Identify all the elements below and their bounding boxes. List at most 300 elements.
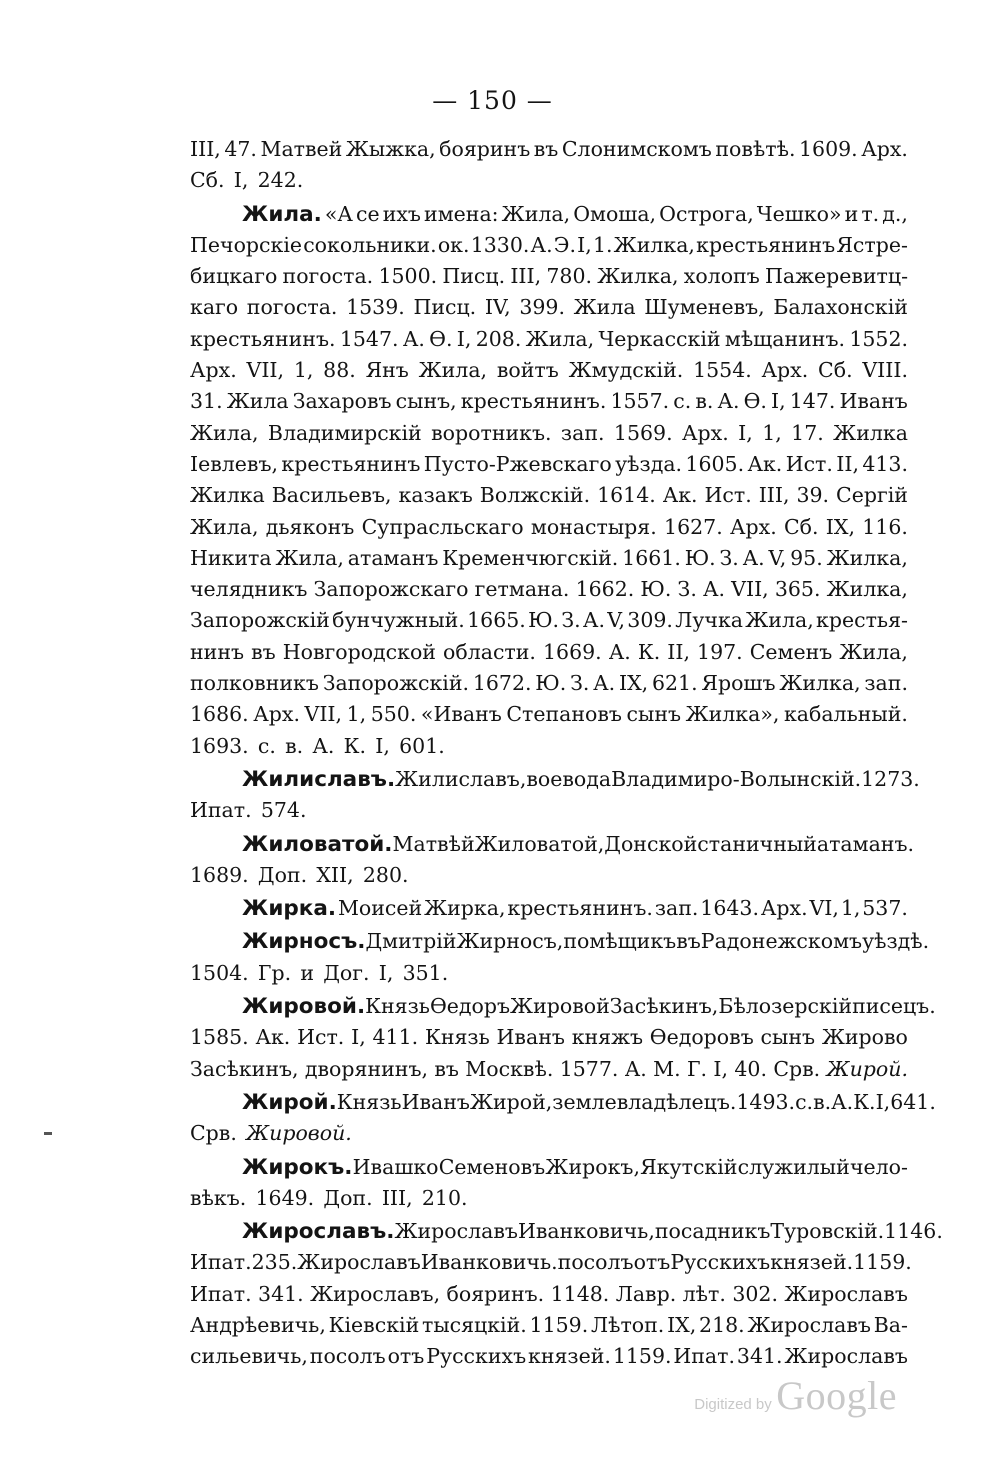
word: Новгородской xyxy=(282,639,436,664)
word: Слонимскомъ xyxy=(561,137,712,161)
dictionary-entry xyxy=(190,829,915,892)
text-line xyxy=(190,1087,936,1118)
word: Семенъ xyxy=(749,639,833,664)
word: крестьянинъ. xyxy=(507,896,653,921)
text-line xyxy=(190,764,920,795)
word: лѣт. xyxy=(682,1281,726,1306)
word: 550. xyxy=(370,702,417,727)
text-line xyxy=(190,1247,912,1278)
word: Русскихъ xyxy=(670,1250,771,1275)
word: въ xyxy=(676,929,701,954)
word: М. xyxy=(653,1056,681,1081)
word: въ xyxy=(434,1056,459,1081)
word: Жирка, xyxy=(424,896,506,921)
word: IX, xyxy=(667,1312,697,1337)
word: Матвей xyxy=(260,137,343,161)
word: Лучка xyxy=(675,608,743,633)
text-line xyxy=(190,958,908,989)
word: станичный xyxy=(697,831,817,856)
word: Жила, xyxy=(275,545,344,570)
word: Ипат. xyxy=(190,798,252,823)
word: Арх. xyxy=(729,514,777,539)
entry-headword: Жилиславъ. xyxy=(242,766,396,792)
word: 1146. xyxy=(884,1219,943,1244)
word: посолъ xyxy=(309,1344,386,1369)
word: Чешко» xyxy=(756,201,842,226)
word: 341. xyxy=(736,1344,783,1369)
word: Иванъ xyxy=(839,389,908,414)
word: Ѳ. xyxy=(429,326,453,351)
word: Ю. xyxy=(535,671,567,696)
word: 1661. xyxy=(622,545,681,570)
word: крестьянинъ xyxy=(281,451,421,476)
text-line xyxy=(190,829,915,860)
dictionary-entry xyxy=(190,1087,936,1150)
word: Доп. xyxy=(323,1185,373,1210)
word: Арх. xyxy=(861,137,908,161)
word: Гр. xyxy=(257,960,292,985)
word: Ивашко xyxy=(352,1154,439,1179)
word: Иванъ xyxy=(401,1089,470,1114)
word: Якутскій xyxy=(640,1154,738,1179)
word: А. xyxy=(831,1089,854,1114)
word: нинъ xyxy=(190,639,245,664)
word: 780. xyxy=(546,264,593,289)
word: 197. xyxy=(697,639,743,664)
word: 341. xyxy=(258,1281,304,1306)
word: Дог. xyxy=(323,960,370,985)
word: А. xyxy=(742,545,765,570)
word: Владимиро-Волынскій. xyxy=(611,766,862,791)
word: каго xyxy=(190,295,239,320)
word: Захаровъ xyxy=(292,389,392,414)
word: Жила, xyxy=(190,514,259,539)
word: бунчужный. xyxy=(332,608,465,633)
word: 1539. xyxy=(346,295,405,320)
word: I, xyxy=(233,168,249,193)
word: Жилка xyxy=(190,483,265,508)
word: въ xyxy=(251,639,276,664)
word: с. xyxy=(257,733,276,758)
text-line xyxy=(190,1022,908,1053)
word: 1148. xyxy=(550,1281,610,1306)
word: ок. xyxy=(437,232,470,257)
text-line xyxy=(190,1341,908,1372)
text-line xyxy=(190,605,908,636)
word: Жирославъ xyxy=(784,1281,908,1306)
word: I, xyxy=(738,420,753,445)
word: 1159. xyxy=(612,1344,672,1369)
text-line xyxy=(190,543,908,574)
word: Ак. xyxy=(255,1025,291,1050)
word: «А xyxy=(324,201,353,226)
word: бицкаго xyxy=(190,264,278,289)
watermark-brand: Google xyxy=(776,1373,897,1418)
word: войтъ xyxy=(496,358,559,383)
word: крестьянинъ xyxy=(696,232,836,257)
word: Арх. xyxy=(190,358,237,383)
word: отъ xyxy=(633,1250,671,1275)
word: Янъ xyxy=(365,358,409,383)
word: Черкасскій xyxy=(598,326,721,351)
word: Жилка, xyxy=(779,671,861,696)
word: IV, xyxy=(484,295,511,320)
word: А. xyxy=(624,1056,647,1081)
word: Ярошъ xyxy=(701,671,776,696)
text-line xyxy=(190,1183,908,1214)
word: се xyxy=(356,201,380,226)
word: атаманъ. xyxy=(816,831,915,856)
word: 309. xyxy=(627,608,673,633)
word: сынъ xyxy=(626,702,682,727)
word: уѣздѣ. xyxy=(862,929,930,954)
word: Арх. xyxy=(761,358,809,383)
word: крестья- xyxy=(816,608,908,633)
word: сокольники. xyxy=(303,232,437,257)
cross-reference: Жирой. xyxy=(826,1056,908,1081)
word: Жиловатой, xyxy=(474,831,605,856)
word: 1665. xyxy=(467,608,526,633)
word: V, xyxy=(768,545,787,570)
word: Жила xyxy=(573,295,636,320)
word: 574. xyxy=(260,798,307,823)
word: Иванковичь, xyxy=(517,1219,655,1244)
word: Ю. xyxy=(684,545,716,570)
word: 1693. xyxy=(190,733,249,758)
word: дьяконъ xyxy=(265,514,355,539)
text-line xyxy=(190,699,908,730)
word: 641. xyxy=(890,1089,936,1114)
word: д., xyxy=(882,201,908,226)
word: Засѣкинъ, xyxy=(190,1056,299,1081)
word: К. xyxy=(637,639,661,664)
word: Жила, xyxy=(418,358,488,383)
word: зап. xyxy=(654,896,699,921)
word: Жилиславъ, xyxy=(395,766,527,791)
word: 537. xyxy=(862,896,908,921)
word: I, xyxy=(577,232,592,257)
word: Жила, xyxy=(190,420,259,445)
text-line xyxy=(190,1216,943,1247)
word: крестьянинъ. xyxy=(460,389,607,414)
word: 1605. xyxy=(685,451,745,476)
word: чело- xyxy=(849,1154,908,1179)
word: 1330. xyxy=(470,232,530,257)
word: VIII. xyxy=(862,358,908,383)
word: Ист. xyxy=(704,483,752,508)
word: Иванъ xyxy=(496,1025,565,1050)
word: Никита xyxy=(190,545,272,570)
word: IX, xyxy=(618,671,649,696)
word: Ястре- xyxy=(836,232,908,257)
word: 1569. xyxy=(613,420,673,445)
word: А. xyxy=(593,671,616,696)
word: 1159. xyxy=(853,1250,912,1275)
word: 621. xyxy=(651,671,698,696)
word: князей. xyxy=(770,1250,854,1275)
word: Ипат. xyxy=(190,1250,252,1275)
word: Пажеревитц- xyxy=(765,264,908,289)
word: княжъ xyxy=(571,1025,643,1050)
word: 1627. xyxy=(664,514,723,539)
word: Сб. xyxy=(818,358,853,383)
word: Запорожскій xyxy=(190,608,330,633)
word: Жила xyxy=(226,389,289,414)
word: бояринъ xyxy=(439,137,531,161)
word: 95. xyxy=(790,545,823,570)
word: холопъ xyxy=(683,264,760,289)
text-line xyxy=(190,1279,908,1310)
word: монастыря. xyxy=(530,514,657,539)
word: А. xyxy=(402,326,425,351)
word: 147. xyxy=(789,389,836,414)
word: II, xyxy=(667,639,690,664)
text-line xyxy=(190,795,908,826)
word: Пусто-Ржевскаго xyxy=(423,451,612,476)
word: Моисей xyxy=(337,896,423,921)
word: кабальный. xyxy=(783,702,908,727)
word: А. xyxy=(702,577,726,602)
word: 17. xyxy=(791,420,824,445)
word: 1585. xyxy=(190,1025,249,1050)
word: Ѳедоръ xyxy=(429,994,511,1019)
text-line xyxy=(190,199,908,230)
word: в. xyxy=(285,733,304,758)
word: 1. xyxy=(592,232,613,257)
word: 1672. xyxy=(472,671,532,696)
word: Жирославъ, xyxy=(310,1281,441,1306)
text-line xyxy=(190,1118,908,1149)
word: 1662. xyxy=(575,577,635,602)
text-line xyxy=(190,449,908,480)
word: с. xyxy=(673,389,692,414)
word: повѣтѣ. xyxy=(715,137,796,161)
word: сынъ xyxy=(760,1025,816,1050)
text-line xyxy=(190,731,908,762)
dictionary-entry xyxy=(190,893,908,924)
word: 1, xyxy=(346,702,367,727)
word: 235. xyxy=(251,1250,298,1275)
word: Жирносъ, xyxy=(456,929,564,954)
word: 351. xyxy=(402,960,449,985)
word: Засѣкинъ, xyxy=(609,994,719,1019)
dictionary-entry xyxy=(190,1152,908,1215)
dictionary-entry xyxy=(190,1216,943,1372)
entry-headword: Жирой. xyxy=(242,1089,337,1115)
word: посолъ xyxy=(557,1250,634,1275)
word: V, xyxy=(607,608,625,633)
word: Жирославъ xyxy=(747,1312,871,1337)
entry-headword: Жирка. xyxy=(242,896,337,922)
word: 1609. xyxy=(799,137,858,161)
word: 1686. xyxy=(190,702,249,727)
word: 1500. xyxy=(378,264,438,289)
word: 1159. xyxy=(529,1312,589,1337)
word: 1557. xyxy=(610,389,670,414)
watermark-prefix: Digitized by xyxy=(694,1396,772,1413)
word: Сб. xyxy=(190,168,225,193)
word: Жмудскій. xyxy=(568,358,684,383)
text-line xyxy=(190,637,908,668)
word: Жилка xyxy=(833,420,908,445)
text-line xyxy=(190,324,908,355)
word: Сб. xyxy=(783,514,819,539)
word: Жила, xyxy=(501,201,571,226)
word: Срв. xyxy=(190,1121,237,1146)
word: Жирово xyxy=(821,1025,908,1050)
word: 1552. xyxy=(849,326,908,351)
entry-headword: Жирносъ. xyxy=(242,929,366,955)
word: крестьянинъ. xyxy=(190,326,336,351)
word: атаманъ xyxy=(347,545,439,570)
word: 1649. xyxy=(255,1185,315,1210)
word: Запорожскаго xyxy=(313,577,469,602)
word: 1669. xyxy=(543,639,602,664)
word: 1273. xyxy=(861,766,920,791)
word: погоста. xyxy=(282,264,374,289)
dictionary-text xyxy=(190,134,943,1375)
word: 411. xyxy=(372,1025,419,1050)
dictionary-entry xyxy=(190,199,908,762)
text-line xyxy=(190,418,908,449)
word: Сергій xyxy=(836,483,908,508)
word: сильевичь, xyxy=(190,1344,308,1369)
word: Ѳедоровъ xyxy=(649,1025,754,1050)
word: I, xyxy=(875,1089,891,1114)
word: мѣщанинъ. xyxy=(724,326,846,351)
word: III, xyxy=(510,264,542,289)
word: 365. xyxy=(774,577,821,602)
word: Ва- xyxy=(873,1312,908,1337)
word: III, xyxy=(758,483,790,508)
word: Васильевъ, xyxy=(271,483,392,508)
word: посадникъ xyxy=(654,1219,771,1244)
word: Арх. xyxy=(760,896,808,921)
word: Арх. xyxy=(682,420,729,445)
digitized-watermark xyxy=(694,1372,897,1419)
text-line xyxy=(190,574,908,605)
word: Матвѣй xyxy=(392,831,475,856)
word: Жилка, xyxy=(613,232,695,257)
word: 31. xyxy=(190,389,223,414)
dictionary-entry xyxy=(190,764,920,827)
word: 1547. xyxy=(339,326,399,351)
word: VII, xyxy=(731,577,769,602)
word: 302. xyxy=(732,1281,778,1306)
word: Запорожскій. xyxy=(322,671,470,696)
word: Князь xyxy=(424,1025,490,1050)
word: Жила, xyxy=(525,326,595,351)
word: Владимирскій xyxy=(267,420,422,445)
word: бояринъ. xyxy=(446,1281,545,1306)
word: Ипат. xyxy=(673,1344,736,1369)
word: Ист. xyxy=(785,451,833,476)
word: тысяцкій. xyxy=(421,1312,527,1337)
word: Э. xyxy=(553,232,576,257)
word: I, xyxy=(456,326,472,351)
word: Ю. xyxy=(528,608,560,633)
word: челядникъ xyxy=(190,577,308,602)
word: 280. xyxy=(362,862,409,887)
word: Радонежскомъ xyxy=(700,929,863,954)
word: 1, xyxy=(840,896,861,921)
text-line xyxy=(190,1152,908,1183)
word: Туровскій. xyxy=(770,1219,885,1244)
word: А. xyxy=(312,733,335,758)
word: Лавр. xyxy=(615,1281,677,1306)
word: А. xyxy=(582,608,605,633)
word: VI, xyxy=(809,896,839,921)
word: Писц. xyxy=(413,295,477,320)
text-line xyxy=(190,860,908,891)
word: 88. xyxy=(323,358,356,383)
word: в. xyxy=(695,389,714,414)
word: 413. xyxy=(862,451,908,476)
text-line xyxy=(190,512,908,543)
word: XII, xyxy=(316,862,354,887)
word: вѣкъ. xyxy=(190,1185,247,1210)
word: IX, xyxy=(825,514,856,539)
word: Печорскіе xyxy=(190,232,303,257)
word: сынъ, xyxy=(395,389,457,414)
word: 601. xyxy=(399,733,445,758)
word: ихъ xyxy=(382,201,421,226)
word: I, xyxy=(378,960,394,985)
page-number: — 150 — xyxy=(432,86,553,115)
text-line xyxy=(190,165,908,196)
word: Ѳ. xyxy=(743,389,767,414)
word: т. xyxy=(861,201,880,226)
word: Ист. xyxy=(297,1025,345,1050)
word: Кіевскій xyxy=(328,1312,420,1337)
word: III, xyxy=(381,1185,413,1210)
word: и xyxy=(300,960,315,985)
text-line xyxy=(190,292,908,323)
cross-reference: Жировой. xyxy=(246,1121,352,1146)
word: Жилка», xyxy=(685,702,780,727)
word: Бѣлозерскій xyxy=(718,994,853,1019)
word: Жилка, xyxy=(597,264,679,289)
word: Ипат. xyxy=(190,1281,252,1306)
word: Доп. xyxy=(257,862,308,887)
text-line xyxy=(190,386,908,417)
text-line xyxy=(190,668,908,699)
word: землевладѣлецъ. xyxy=(552,1089,737,1114)
word: Жила, xyxy=(745,608,814,633)
word: Жирой, xyxy=(469,1089,553,1114)
word: Князь xyxy=(336,1089,402,1114)
entry-headword: Жила. xyxy=(242,201,322,227)
word: А. xyxy=(717,389,740,414)
text-line xyxy=(190,134,908,165)
word: I, xyxy=(351,1025,366,1050)
word: воротникъ. xyxy=(431,420,552,445)
word: 1577. xyxy=(559,1056,619,1081)
word: служилый xyxy=(737,1154,850,1179)
dictionary-entry xyxy=(190,991,936,1085)
word: Москвѣ. xyxy=(465,1056,554,1081)
word: Ю. xyxy=(640,577,672,602)
word: писецъ. xyxy=(852,994,936,1019)
text-line xyxy=(190,261,908,292)
word: князей. xyxy=(528,1344,611,1369)
word: дворянинъ, xyxy=(304,1056,429,1081)
word: имена: xyxy=(424,201,499,226)
word: въ xyxy=(533,137,559,161)
word: Арх. xyxy=(253,702,300,727)
word: Жилка, xyxy=(826,545,908,570)
word: VII, xyxy=(304,702,343,727)
